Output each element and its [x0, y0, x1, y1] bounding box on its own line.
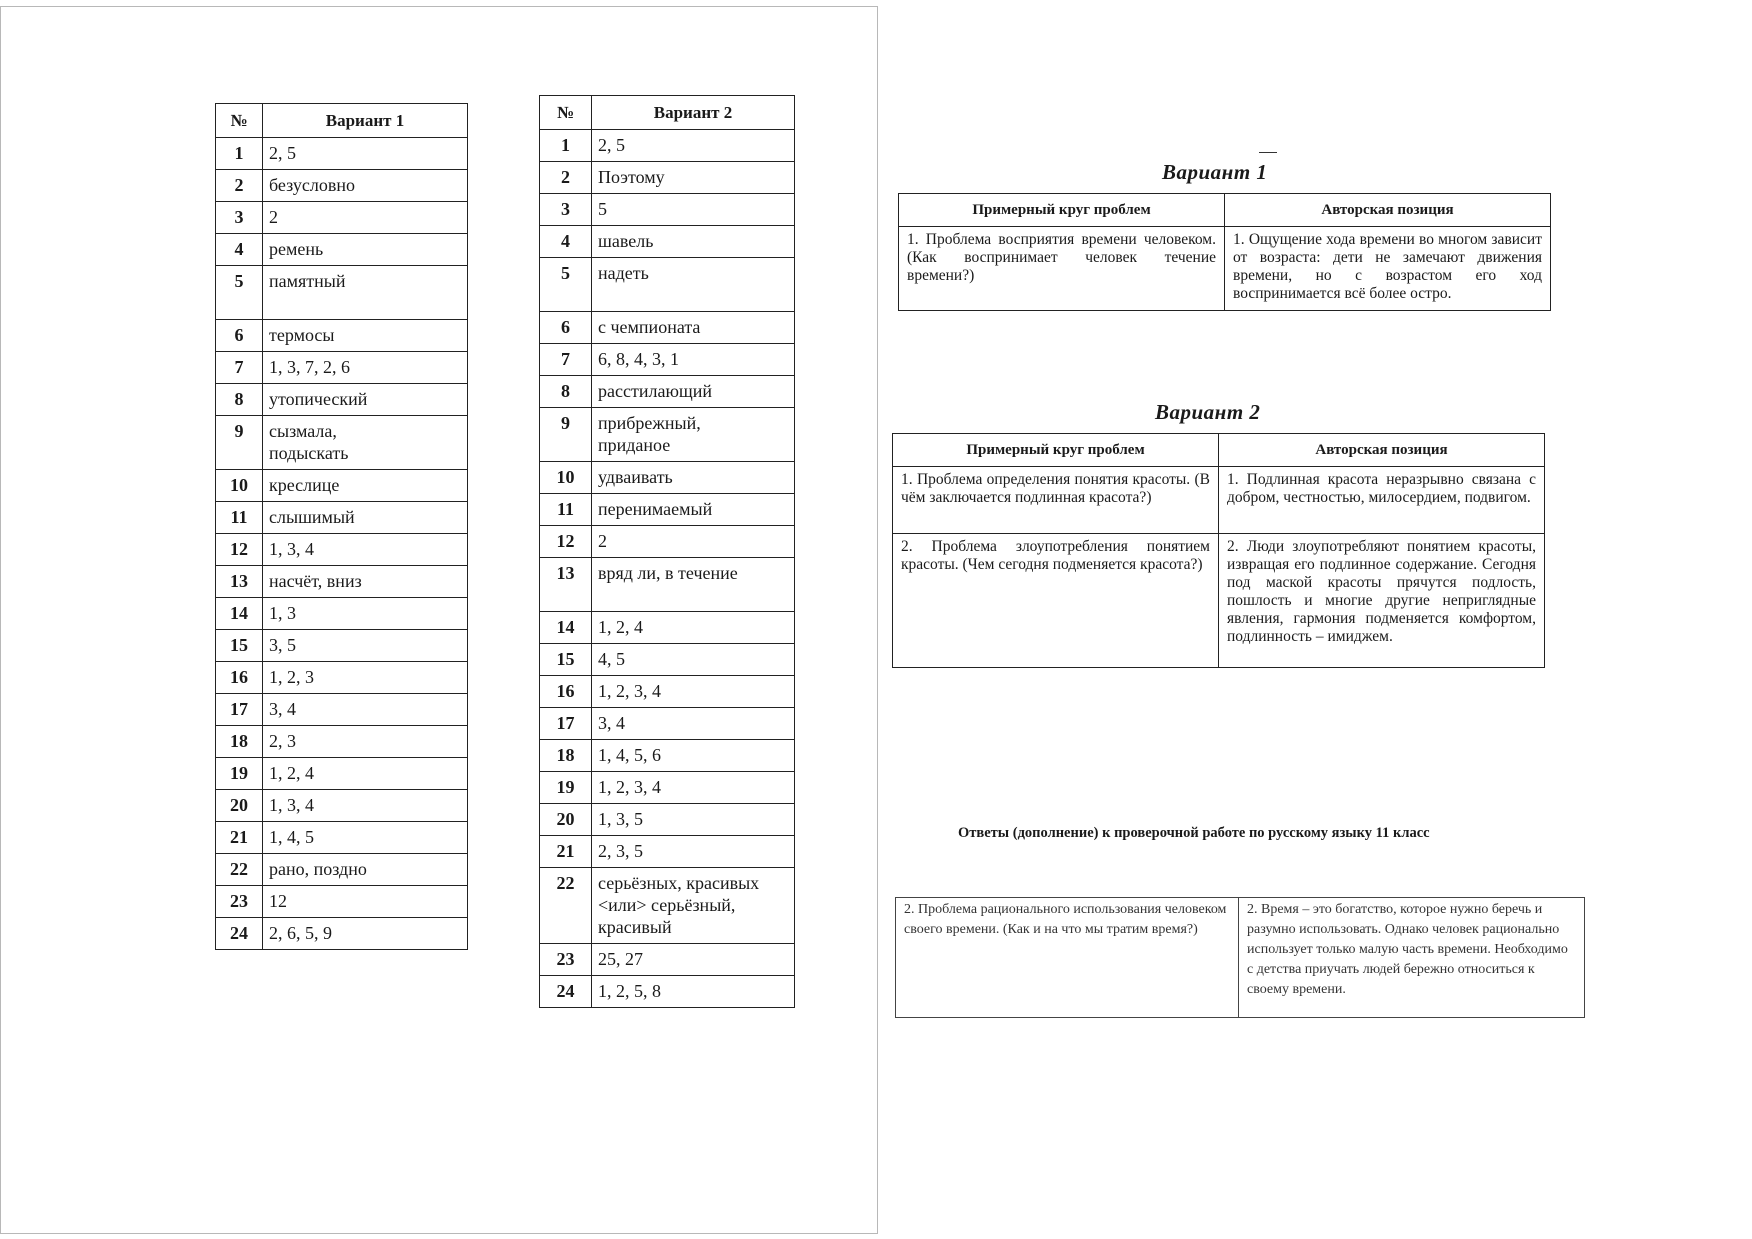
- answers-table-variant-2: [539, 95, 795, 1008]
- task-number: 19: [540, 772, 592, 804]
- table-row: [540, 494, 795, 526]
- answer: [592, 408, 795, 462]
- task-number: 3: [216, 202, 263, 234]
- answer: 1, 3, 5: [592, 804, 795, 836]
- supplement-table: [895, 897, 1585, 1018]
- table-row: [216, 170, 468, 202]
- answer: термосы: [263, 320, 468, 352]
- answer: шавель: [592, 226, 795, 258]
- answer: 25, 27: [592, 944, 795, 976]
- task-number: 3: [540, 194, 592, 226]
- task-number: 7: [216, 352, 263, 384]
- answers-table-variant-1: [215, 103, 468, 950]
- task-number: 9: [540, 408, 592, 462]
- table-row: [216, 758, 468, 790]
- task-number: 11: [216, 502, 263, 534]
- position-cell: 1. Ощущение хода времени во многом зависит от возраста: дети не замечают движения времени, но с возрастом его ход воспринимается всё более остро.: [1225, 227, 1551, 311]
- task-number: 1: [540, 130, 592, 162]
- problem-cell: 1. Проблема определения понятия красоты. (В чём заключается подлинная красота?): [893, 467, 1219, 534]
- answer: расстилающий: [592, 376, 795, 408]
- table-row: [216, 320, 468, 352]
- answer: 2, 5: [592, 130, 795, 162]
- task-number: 15: [540, 644, 592, 676]
- task-number: 22: [540, 868, 592, 944]
- task-number: 10: [540, 462, 592, 494]
- task-number: 20: [216, 790, 263, 822]
- task-number: 24: [216, 918, 263, 950]
- task-number: 20: [540, 804, 592, 836]
- table-row: [540, 376, 795, 408]
- task-number: 5: [216, 266, 263, 320]
- essay-table-variant-1: [898, 193, 1551, 311]
- table-row: [893, 534, 1545, 668]
- answer: 1, 3, 4: [263, 534, 468, 566]
- table-row: [216, 534, 468, 566]
- table-row: [899, 227, 1551, 311]
- table-row: [540, 976, 795, 1008]
- table-row: [540, 462, 795, 494]
- answer: ремень: [263, 234, 468, 266]
- answer: 1, 2, 4: [592, 612, 795, 644]
- num-header: №: [216, 104, 263, 138]
- answer: слышимый: [263, 502, 468, 534]
- answer: с чемпионата: [592, 312, 795, 344]
- table-row: [216, 918, 468, 950]
- table-row: [540, 836, 795, 868]
- answer: памятный: [263, 266, 468, 320]
- task-number: 7: [540, 344, 592, 376]
- task-number: 2: [540, 162, 592, 194]
- task-number: 11: [540, 494, 592, 526]
- task-number: 22: [216, 854, 263, 886]
- table-row: [216, 566, 468, 598]
- task-number: 6: [216, 320, 263, 352]
- answer: 5: [592, 194, 795, 226]
- table-row: [540, 804, 795, 836]
- answer: утопический: [263, 384, 468, 416]
- table-row: [540, 226, 795, 258]
- answer-line: приданое: [598, 435, 671, 455]
- table-row: [216, 598, 468, 630]
- table-row: [540, 194, 795, 226]
- task-number: 16: [216, 662, 263, 694]
- position-header: Авторская позиция: [1225, 194, 1551, 227]
- table-row: [216, 502, 468, 534]
- task-number: 5: [540, 258, 592, 312]
- table-row: [540, 408, 795, 462]
- table-header: [899, 194, 1551, 227]
- table-row: [540, 612, 795, 644]
- table-row: [216, 384, 468, 416]
- answer: 1, 2, 5, 8: [592, 976, 795, 1008]
- task-number: 17: [540, 708, 592, 740]
- task-number: 1: [216, 138, 263, 170]
- problem-cell: 1. Проблема восприятия времени человеком. (Как воспринимает человек течение времени?): [899, 227, 1225, 311]
- task-number: 19: [216, 758, 263, 790]
- table-row: [540, 344, 795, 376]
- answer-line: подыскать: [269, 443, 349, 463]
- answer: Поэтому: [592, 162, 795, 194]
- answer: 1, 4, 5: [263, 822, 468, 854]
- task-number: 17: [216, 694, 263, 726]
- task-number: 12: [540, 526, 592, 558]
- num-header: №: [540, 96, 592, 130]
- table-row: [896, 898, 1585, 1018]
- position-header: Авторская позиция: [1219, 434, 1545, 467]
- answer: 1, 2, 3: [263, 662, 468, 694]
- answer: 1, 3, 4: [263, 790, 468, 822]
- problems-header: Примерный круг проблем: [893, 434, 1219, 467]
- answer-line: сызмала,: [269, 421, 337, 441]
- task-number: 4: [540, 226, 592, 258]
- answer: 1, 4, 5, 6: [592, 740, 795, 772]
- answer: перенимаемый: [592, 494, 795, 526]
- decorative-dash: [1259, 152, 1277, 153]
- task-number: 6: [540, 312, 592, 344]
- task-number: 21: [540, 836, 592, 868]
- table-header: [216, 104, 468, 138]
- table-row: [216, 352, 468, 384]
- table-row: [540, 162, 795, 194]
- task-number: 2: [216, 170, 263, 202]
- task-number: 24: [540, 976, 592, 1008]
- task-number: 15: [216, 630, 263, 662]
- answer: 3, 4: [592, 708, 795, 740]
- table-row: [540, 644, 795, 676]
- table-row: [540, 740, 795, 772]
- table-row: [216, 886, 468, 918]
- answer: 1, 3, 7, 2, 6: [263, 352, 468, 384]
- answer: 2, 3: [263, 726, 468, 758]
- answer-line: серьёзных, красивых: [598, 873, 760, 893]
- position-cell: 2. Время – это богатство, которое нужно беречь и разумно использовать. Однако человек рационально использует только малую часть времени. Необходимо с детства приучать людей бережно относиться к своему времени.: [1239, 898, 1585, 1018]
- position-cell: 2. Люди злоупотребляют понятием красоты, извращая его подлинное содержание. Сегодня под маской красоты прячутся подлость, пошлость и многие другие неприглядные явления, гармония подменяется комфортом, подлинность – имиджем.: [1219, 534, 1545, 668]
- table-row: [540, 944, 795, 976]
- answer: 1, 2, 4: [263, 758, 468, 790]
- task-number: 8: [540, 376, 592, 408]
- answer: 2, 3, 5: [592, 836, 795, 868]
- table-row: [216, 790, 468, 822]
- table-row: [540, 258, 795, 312]
- answer-line: красивый: [598, 917, 672, 937]
- answer: 2: [263, 202, 468, 234]
- table-row: [216, 726, 468, 758]
- answer: 1, 3: [263, 598, 468, 630]
- answer: 2, 6, 5, 9: [263, 918, 468, 950]
- task-number: 14: [540, 612, 592, 644]
- essay-variant-1-title: Вариант 1: [1162, 160, 1268, 184]
- answer: [592, 868, 795, 944]
- problem-cell: 2. Проблема злоупотребления понятием красоты. (Чем сегодня подменяется красота?): [893, 534, 1219, 668]
- task-number: 18: [216, 726, 263, 758]
- table-row: [540, 676, 795, 708]
- table-row: [216, 822, 468, 854]
- answer: 12: [263, 886, 468, 918]
- table-row: [540, 772, 795, 804]
- answer: рано, поздно: [263, 854, 468, 886]
- answer: 3, 4: [263, 694, 468, 726]
- table-row: [216, 662, 468, 694]
- answer-line: прибрежный,: [598, 413, 701, 433]
- answer: безусловно: [263, 170, 468, 202]
- essay-table-variant-2: [892, 433, 1545, 668]
- table-row: [216, 470, 468, 502]
- task-number: 12: [216, 534, 263, 566]
- problems-header: Примерный круг проблем: [899, 194, 1225, 227]
- task-number: 23: [540, 944, 592, 976]
- table-row: [540, 130, 795, 162]
- variant-header: Вариант 1: [263, 104, 468, 138]
- variant-header: Вариант 2: [592, 96, 795, 130]
- task-number: 9: [216, 416, 263, 470]
- table-row: [216, 630, 468, 662]
- table-row: [216, 854, 468, 886]
- supplement-title: Ответы (дополнение) к проверочной работе по русскому языку 11 класс: [958, 825, 1430, 841]
- answer: 4, 5: [592, 644, 795, 676]
- table-row: [540, 558, 795, 612]
- table-row: [216, 202, 468, 234]
- answer: 3, 5: [263, 630, 468, 662]
- answer: [263, 416, 468, 470]
- task-number: 18: [540, 740, 592, 772]
- task-number: 8: [216, 384, 263, 416]
- answer: надеть: [592, 258, 795, 312]
- table-header: [540, 96, 795, 130]
- answer: 6, 8, 4, 3, 1: [592, 344, 795, 376]
- table-row: [540, 526, 795, 558]
- table-row: [216, 234, 468, 266]
- problem-cell: 2. Проблема рационального использования человеком своего времени. (Как и на что мы тратим время?): [896, 898, 1239, 1018]
- answer: 2, 5: [263, 138, 468, 170]
- table-row: [540, 312, 795, 344]
- table-row: [216, 138, 468, 170]
- table-header: [893, 434, 1545, 467]
- position-cell: 1. Подлинная красота неразрывно связана с добром, честностью, милосердием, подвигом.: [1219, 467, 1545, 534]
- answer-line: <или> серьёзный,: [598, 895, 736, 915]
- task-number: 10: [216, 470, 263, 502]
- table-row: [893, 467, 1545, 534]
- essay-variant-2-title: Вариант 2: [1155, 400, 1261, 424]
- answer: 2: [592, 526, 795, 558]
- table-row: [216, 694, 468, 726]
- answer: удваивать: [592, 462, 795, 494]
- answer: насчёт, вниз: [263, 566, 468, 598]
- task-number: 23: [216, 886, 263, 918]
- answer: 1, 2, 3, 4: [592, 676, 795, 708]
- table-row: [216, 266, 468, 320]
- task-number: 13: [540, 558, 592, 612]
- task-number: 13: [216, 566, 263, 598]
- task-number: 4: [216, 234, 263, 266]
- answer: вряд ли, в течение: [592, 558, 795, 612]
- table-row: [540, 868, 795, 944]
- task-number: 21: [216, 822, 263, 854]
- task-number: 14: [216, 598, 263, 630]
- task-number: 16: [540, 676, 592, 708]
- table-row: [540, 708, 795, 740]
- answer: креслице: [263, 470, 468, 502]
- table-row: [216, 416, 468, 470]
- answer: 1, 2, 3, 4: [592, 772, 795, 804]
